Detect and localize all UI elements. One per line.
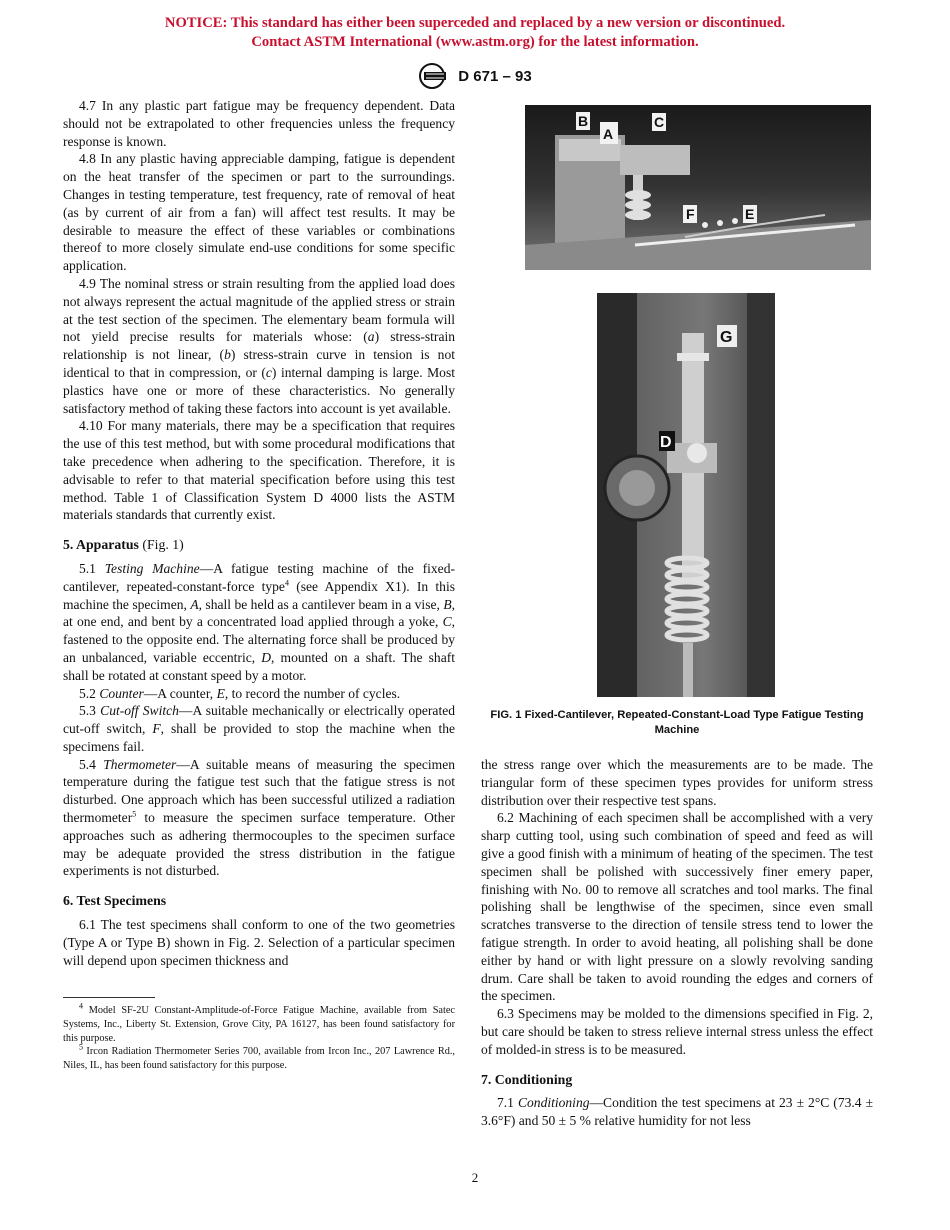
label-b: B — [578, 113, 589, 129]
page-number: 2 — [471, 1170, 479, 1185]
label-f: F — [686, 206, 695, 222]
para-4-10: 4.10 For many materials, there may be a specification that requires the use of this test method, but with some procedural modifications that take precedence when adhering to the specification. Therefore, it is advisable to refer to that material specification before using this test method. Table 1 of Classification System D 4000 lists the ASTM materials standards that currently exist. — [63, 418, 455, 523]
label-a: A — [603, 126, 614, 142]
para-5-2: 5.2 Counter—A counter, E, to record the number of cycles. — [79, 685, 401, 701]
designation: D 671 – 93 — [458, 67, 532, 85]
footnote-rule — [63, 997, 155, 998]
figure-1-caption: FIG. 1 Fixed-Cantilever, Repeated-Constant-Load Type Fatigue Testing Machine — [490, 709, 864, 736]
para-4-8: 4.8 In any plastic having appreciable damping, fatigue is dependent on the heat transfer of the specimen or part to the surroundings. Changes in testing temperature, test frequency, rate of removal of heat (as by current of air from a fan) will affect test results. It may be desirable to measure the effect of these variables or combinations thereof to more closely simulate end-use conditions for some specific application. — [63, 151, 455, 274]
para-5-3: 5.3 Cut-off Switch—A suitable mechanically or electrically operated cut-off switch, F, shall be provided to stop the machine when the specimens fail. — [63, 703, 455, 754]
para-5-4: 5.4 Thermometer—A suitable means of measuring the specimen temperature during the fatigue test such that the fatigue stress is not disturbed. One approach which has been successful utilized a radiation thermometer$^5$ to measure the specimen surface temperature. Other approaches such as adhering thermocouples to the specimen surface may be adequate provided the stress distribution in the fatigue experiments is not disturbed. — [63, 756, 455, 879]
fatigue-machine-photo-top — [525, 105, 871, 270]
footnote-5: $^5$ Ircon Radiation Thermometer Series 700, available from Ircon Inc., 207 Lawrence Rd., Niles, IL, has been found satisfactory for this purpose. — [63, 1042, 455, 1071]
para-7-1: 7.1 Conditioning—Condition the test specimens at 23 ± 2°C (73.4 ± 3.6°F) and 50 ± 5 % relative humidity for not less — [481, 1095, 874, 1129]
supersede-notice — [0, 14, 950, 52]
para-6-1: 6.1 The test specimens shall conform to one of the two geometries (Type A or Type B) shown in Fig. 2. Selection of a particular specimen will depend upon specimen thickness and — [63, 917, 455, 968]
footnote-4: $^4$ Model SF-2U Constant-Amplitude-of-Force Fatigue Machine, available from Satec Systems, Inc., Liberty St. Extension, Grove City, PA 16127, has been found satisfactory for this purpose. — [63, 1002, 455, 1044]
notice-line-2: Contact ASTM International (www.astm.org) for the latest information. — [251, 34, 699, 50]
para-4-7: 4.7 In any plastic part fatigue may be frequency dependent. Data should not be extrapolated to other frequencies unless the frequency response is known. — [63, 98, 455, 149]
document-header — [0, 62, 950, 90]
label-c: C — [654, 114, 665, 130]
section-6-heading: 6. Test Specimens — [63, 893, 167, 909]
label-e: E — [745, 206, 755, 222]
left-column — [63, 97, 455, 1072]
right-column — [481, 756, 873, 1130]
section-5-heading: 5. Apparatus (Fig. 1) — [63, 537, 184, 553]
section-7-heading: 7. Conditioning — [481, 1071, 573, 1087]
label-d: D — [660, 434, 672, 451]
fatigue-machine-photo-side — [597, 293, 775, 697]
para-4-9: 4.9 The nominal stress or strain resulting from the applied load does not always represent the actual magnitude of the applied stress or strain at the test section of the specimen. The elementary beam formula will not yield precise results for materials whose: (a) stress-strain relationship is not linear, (b) stress-strain curve in tension is not identical to that in compression, or (c) internal damping is large. Most plastics have one or more of these characteristics. No generally satisfactory method of taking these factors into account is yet available. — [63, 275, 455, 416]
para-6-1-continued: the stress range over which the measurements are to be made. The triangular form of these specimen types provides for uniform stress distribution over their respective test spans. — [481, 757, 873, 808]
para-6-3: 6.3 Specimens may be molded to the dimensions specified in Fig. 2, but care should be taken to stress relieve internal stress unless the effect of molded-in stress is to be measured. — [481, 1006, 873, 1057]
para-5-1: 5.1 Testing Machine—A fatigue testing machine of the fixed-cantilever, repeated-constant-force type$^4$ (see Appendix X1). In this machine the specimen, A, shall be held as a cantilever beam in a vise, B, at one end, and bent by a concentrated load applied through a yoke, C, fastened to the opposite end. The alternating force shall be produced by an unbalanced, variable eccentric, D, mounted on a shaft. The shaft shall be rotated at constant speed by a motor. — [63, 560, 455, 683]
notice-line-1: NOTICE: This standard has either been superceded and replaced by a new version or discontinued. — [164, 15, 786, 31]
para-6-2: 6.2 Machining of each specimen shall be accomplished with a very sharp cutting tool, using such combination of speed and feed as will give a good finish with a minimum of heating of the specimen. The test specimen shall be polished with successively finer emery paper, finishing with No. 00 to remove all scratches and tool marks. The final polishing shall be lengthwise of the specimen, since even small scratches transverse to the direction of tensile stress tend to lower the fatigue strength. In order to avoid heating, all polishing shall be done either by hand or with light pressure on a slowly revolving sanding drum. Care shall be taken to avoid rounding the edges and corners of the specimen. — [481, 810, 873, 1004]
astm-logo-icon — [418, 62, 452, 90]
label-g: G — [720, 329, 733, 346]
